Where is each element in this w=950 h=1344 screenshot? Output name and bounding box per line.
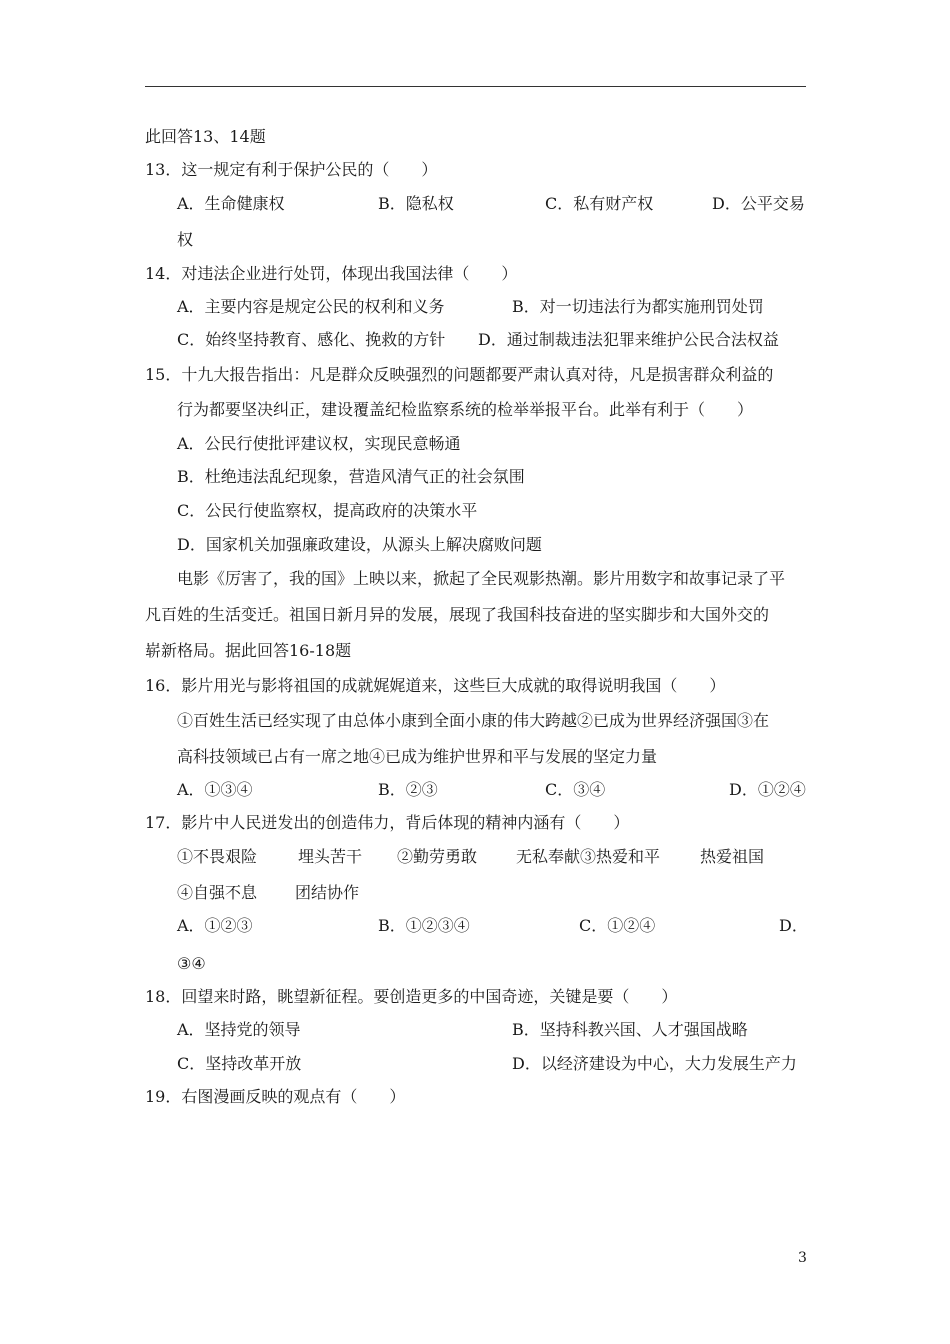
q18-option-d: D．以经济建设为中心，大力发展生产力	[512, 1054, 797, 1073]
q14-option-d: D．通过制裁违法犯罪来维护公民合法权益	[478, 330, 779, 349]
q17-option-a: A．①②③	[177, 916, 253, 935]
q15-option-c: C．公民行使监察权，提高政府的决策水平	[177, 501, 478, 520]
passage-line3: 崭新格局。据此回答16-18题	[145, 641, 352, 660]
q17-option-d: D．	[779, 916, 808, 935]
q17-statement-1d: 无私奉献③热爱和平	[516, 847, 661, 866]
q17-option-c: C．①②④	[579, 916, 656, 935]
header-rule	[145, 86, 806, 87]
q14-option-a: A．主要内容是规定公民的权利和义务	[177, 297, 445, 316]
q17-statement-2a: ④自强不息	[177, 883, 258, 902]
q17-statement-1e: 热爱祖国	[700, 847, 765, 866]
q13-option-a: A．生命健康权	[177, 194, 285, 213]
q13-option-c: C．私有财产权	[545, 194, 654, 213]
q16-stem: 16．影片用光与影将祖国的成就娓娓道来，这些巨大成就的取得说明我国（ ）	[145, 676, 726, 695]
q15-stem-line2: 行为都要坚决纠正，建设覆盖纪检监察系统的检举举报平台。此举有利于（ ）	[177, 400, 754, 419]
q16-option-d: D．①②④	[729, 780, 806, 799]
q17-option-d-wrap: ③④	[177, 954, 206, 973]
q18-stem: 18．回望来时路，眺望新征程。要创造更多的中国奇迹，关键是要（ ）	[145, 987, 678, 1006]
q13-option-b: B．隐私权	[378, 194, 454, 213]
page-number: 3	[798, 1250, 807, 1266]
q18-option-a: A．坚持党的领导	[177, 1020, 301, 1039]
passage-line1: 电影《厉害了，我的国》上映以来，掀起了全民观影热潮。影片用数字和故事记录了平	[177, 569, 786, 588]
q15-stem-line1: 15．十九大报告指出：凡是群众反映强烈的问题都要严肃认真对待，凡是损害群众利益的	[145, 365, 774, 384]
q15-option-a: A．公民行使批评建议权，实现民意畅通	[177, 434, 461, 453]
q14-stem: 14．对违法企业进行处罚，体现出我国法律（ ）	[145, 264, 518, 283]
q17-statement-1a: ①不畏艰险	[177, 847, 258, 866]
q15-option-b: B．杜绝违法乱纪现象，营造风清气正的社会氛围	[177, 467, 525, 486]
q15-option-d: D．国家机关加强廉政建设，从源头上解决腐败问题	[177, 535, 542, 554]
intro-tail: 此回答13、14题	[145, 127, 266, 146]
q18-option-b: B．坚持科教兴国、人才强国战略	[512, 1020, 748, 1039]
q17-statement-1c: ②勤劳勇敢	[397, 847, 478, 866]
q13-option-d: D．公平交易	[712, 194, 805, 213]
q14-option-c: C．始终坚持教育、感化、挽救的方针	[177, 330, 446, 349]
q13-option-d-wrap: 权	[177, 230, 194, 249]
q17-option-b: B．①②③④	[378, 916, 470, 935]
q16-statements-line2: 高科技领域已占有一席之地④已成为维护世界和平与发展的坚定力量	[177, 747, 658, 766]
q16-statements-line1: ①百姓生活已经实现了由总体小康到全面小康的伟大跨越②已成为世界经济强国③在	[177, 711, 770, 730]
q14-option-b: B．对一切违法行为都实施刑罚处罚	[512, 297, 764, 316]
passage-line2: 凡百姓的生活变迁。祖国日新月异的发展，展现了我国科技奋进的坚实脚步和大国外交的	[145, 605, 770, 624]
q13-stem: 13．这一规定有利于保护公民的（ ）	[145, 160, 438, 179]
q19-stem: 19．右图漫画反映的观点有（ ）	[145, 1087, 406, 1106]
q16-option-c: C．③④	[545, 780, 606, 799]
q18-option-c: C．坚持改革开放	[177, 1054, 302, 1073]
q17-statement-2b: 团结协作	[295, 883, 360, 902]
q17-statement-1b: 埋头苦干	[298, 847, 363, 866]
q17-stem: 17．影片中人民迸发出的创造伟力，背后体现的精神内涵有（ ）	[145, 813, 630, 832]
q16-option-a: A．①③④	[177, 780, 253, 799]
q16-option-b: B．②③	[378, 780, 438, 799]
